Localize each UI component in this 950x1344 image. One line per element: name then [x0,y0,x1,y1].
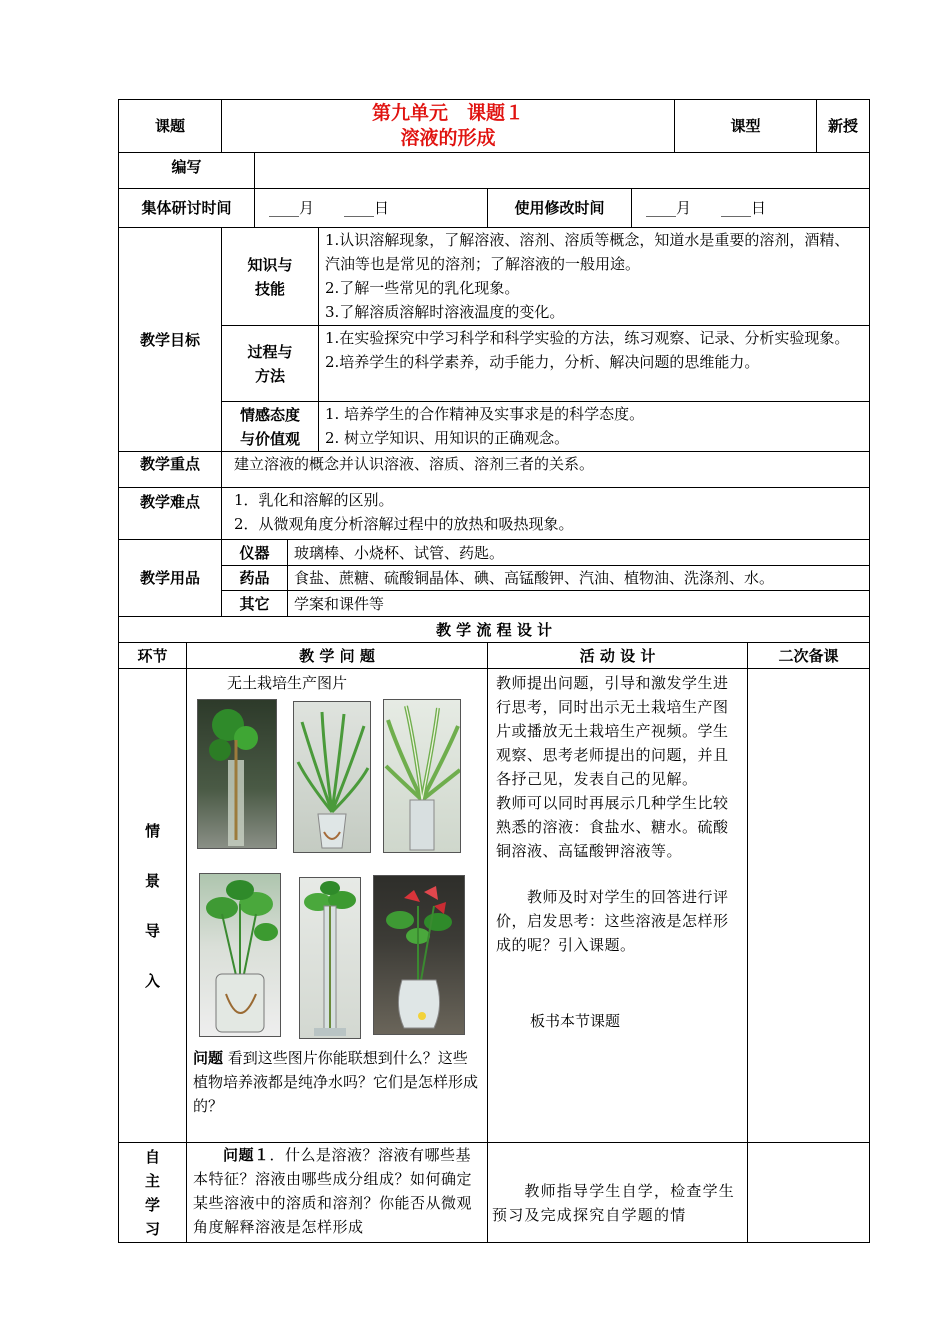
meeting-label: 集体研讨时间 [119,189,255,228]
type-value: 新授 [817,100,870,153]
plant-photo-1 [197,699,277,849]
process-label: 过程与 方法 [222,326,319,402]
stage-char: 自 [144,1148,160,1166]
process-item: 2.培养学生的科学素养，动手能力，分析、解决问题的思维能力。 [325,353,760,371]
title-line-2: 溶液的形成 [400,127,496,149]
activity-paragraph: 教师提出问题，引导和激发学生进行思考，同时出示无土栽培生产图片或播放无土栽培生产视频。学生观察、思考老师提出的问题，并且各抒己见，发表自己的见解。 [496,674,729,788]
emotion-item: 2. 树立学知识、用知识的正确观念。 [325,429,570,447]
stage-char: 入 [144,971,160,990]
key-label: 教学重点 [119,452,222,488]
author-label: 编写 [119,153,255,189]
other-label: 其它 [222,591,288,617]
lesson-title [222,100,675,153]
stage-char: 习 [144,1220,160,1238]
stage-char: 主 [144,1172,160,1190]
materials-label: 教学用品 [119,540,222,617]
stage-char: 导 [144,921,160,940]
difficult-items [222,488,870,540]
scene-question [193,1046,481,1118]
author-value [255,153,870,189]
knowledge-item: 2.了解一些常见的乳化现象。 [325,279,520,297]
scene-problem-cell [187,669,488,1143]
process-items [319,326,870,402]
instruments-value: 玻璃棒、小烧杯、试管、药匙。 [288,540,870,566]
emotion-item: 1. 培养学生的合作精神及实事求是的科学态度。 [325,405,645,423]
stage-char: 情 [144,821,160,840]
header-table [118,99,870,153]
stage-char: 学 [144,1196,160,1214]
self-study-activity-cell: 教师指导学生自学，检查学生预习及完成探究自学题的情 [488,1143,748,1243]
other-value: 学案和课件等 [288,591,870,617]
hydroponics-photos [193,695,481,1040]
emotion-label: 情感态度 与价值观 [222,402,319,452]
activity-paragraph: 板书本节课题 [530,1012,621,1030]
knowledge-item: 1.认识溶解现象，了解溶液、溶剂、溶质等概念，知道水是重要的溶剂，酒精、汽油等也是常见的溶剂；了解溶液的一般用途。 [325,231,850,273]
type-label: 课型 [675,100,817,153]
knowledge-item: 3.了解溶质溶解时溶液温度的变化。 [325,303,565,321]
question-text: 看到这些图片你能联想到什么？这些植物培养液都是纯净水吗？它们是怎样形成的？ [193,1049,479,1115]
plant-photo-6 [373,875,465,1035]
focus-table [118,451,870,540]
self-question-label: 问题１ [223,1146,270,1164]
title-line-1: 第九单元 课题１ [371,102,524,124]
flow-title: 教 学 流 程 设 计 [119,617,870,643]
difficult-label: 教学难点 [119,488,222,540]
difficult-item: 2．从微观角度分析溶解过程中的放热和吸热现象。 [234,515,574,533]
date-table [118,188,870,228]
key-text: 建立溶液的概念并认识溶液、溶质、溶剂三者的关系。 [222,452,870,488]
plant-photo-5 [299,877,361,1039]
instruments-label: 仪器 [222,540,288,566]
scene-stage-label [119,669,187,1143]
meeting-date: ____月 ____日 [255,189,488,228]
self-question-text: ．什么是溶液？溶液有哪些基本特征？溶液由哪些成分组成？如何确定某些溶液中的溶质和溶剂？你能否从微观角度解释溶液是怎样形成 [193,1146,473,1236]
self-study-problem-cell [187,1143,488,1243]
emotion-items [319,402,870,452]
process-item: 1.在实验探究中学习科学和科学实验的方法，练习观察、记录、分析实验现象。 [325,329,850,347]
goals-label: 教学目标 [119,228,222,452]
knowledge-items [319,228,870,326]
flow-table [118,616,870,1243]
scene-second-cell [748,669,870,1143]
self-study-second-cell [748,1143,870,1243]
stage-char: 景 [144,871,160,890]
materials-table [118,539,870,617]
question-label: 问题 [193,1049,224,1067]
self-study-question [193,1143,481,1239]
col-second: 二次备课 [748,643,870,669]
col-activity: 活 动 设 计 [488,643,748,669]
activity-paragraph: 教师可以同时再展示几种学生比较熟悉的溶液：食盐水、糖水。硫酸铜溶液、高锰酸钾溶液等。 [496,794,729,860]
reagents-value: 食盐、蔗糖、硫酸铜晶体、碘、高锰酸钾、汽油、植物油、洗涤剂、水。 [288,566,870,591]
col-problem: 教 学 问 题 [187,643,488,669]
plant-photo-4 [199,873,281,1037]
revise-date: ____月 ____日 [632,189,870,228]
revise-label: 使用修改时间 [488,189,632,228]
scene-activity-cell [488,669,748,1143]
lesson-label: 课题 [119,100,222,153]
goals-table [118,227,870,452]
self-study-stage-label [119,1143,187,1243]
reagents-label: 药品 [222,566,288,591]
plant-photo-3 [383,699,461,853]
author-table [118,152,870,189]
plant-photo-2 [293,701,371,853]
image-caption: 无土栽培生产图片 [227,674,348,692]
activity-paragraph: 教师及时对学生的回答进行评价，启发思考：这些溶液是怎样形成的呢？引入课题。 [496,888,729,954]
difficult-item: 1．乳化和溶解的区别。 [234,491,394,509]
col-stage: 环节 [119,643,187,669]
knowledge-label: 知识与 技能 [222,228,319,326]
